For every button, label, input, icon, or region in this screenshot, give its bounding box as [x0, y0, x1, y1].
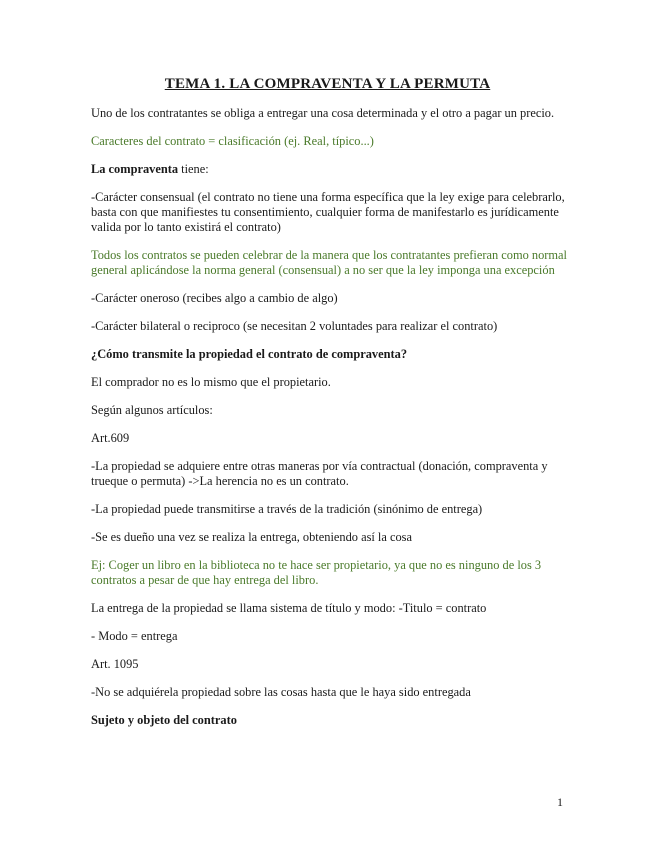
paragraph-dueno: -Se es dueño una vez se realiza la entrega, obteniendo así la cosa — [91, 530, 412, 544]
document-body — [91, 106, 571, 741]
paragraph-tradicion: -La propiedad puede transmitirse a través de la tradición (sinónimo de entrega) — [91, 502, 483, 516]
document-title: TEMA 1. LA COMPRAVENTA Y LA PERMUTA — [164, 76, 491, 92]
paragraph-entregada: -No se adquiérela propiedad sobre las cosas hasta que le haya sido entregada — [91, 685, 471, 699]
article-1095: Art. 1095 — [91, 657, 139, 671]
paragraph-oneroso: -Carácter oneroso (recibes algo a cambio de algo) — [91, 291, 338, 305]
paragraph-titulo-modo: La entrega de la propiedad se llama sistema de título y modo: -Titulo = contrato — [91, 601, 487, 615]
note-characters: Caracteres del contrato = clasificación (ej. Real, típico...) — [91, 134, 374, 148]
bold-term: La compraventa — [91, 162, 179, 176]
note-general-rule: Todos los contratos se pueden celebrar de la manera que los contratantes prefieran como normal general aplicándose la norma general (consensual) a no ser que la ley imponga una excepción — [91, 248, 567, 277]
note-example-biblioteca: Ej: Coger un libro en la biblioteca no te hace ser propietario, ya que no es ninguno de los 3 contratos a pesar de que hay entrega del libro. — [91, 558, 542, 587]
paragraph-comprador: El comprador no es lo mismo que el propietario. — [91, 375, 331, 389]
paragraph-modo: - Modo = entrega — [91, 629, 178, 643]
heading-transmision: ¿Cómo transmite la propiedad el contrato de compraventa? — [91, 347, 408, 361]
paragraph-adquisicion: -La propiedad se adquiere entre otras maneras por vía contractual (donación, compraventa y trueque o permuta) ->La herencia no es un contrato. — [91, 459, 548, 488]
paragraph-compraventa-tiene — [91, 162, 571, 177]
page-number: 1 — [557, 795, 563, 809]
article-609: Art.609 — [91, 431, 130, 445]
paragraph-bilateral: -Carácter bilateral o reciproco (se necesitan 2 voluntades para realizar el contrato) — [91, 319, 498, 333]
paragraph-consensual: -Carácter consensual (el contrato no tiene una forma específica que la ley exige para celebrarlo, basta con que manifiestes tu consentimiento, cualquier forma de manifestarlo es jurídicamente valida por lo tanto existirá el contrato) — [91, 190, 565, 234]
paragraph-text: tiene: — [178, 162, 209, 176]
paragraph-articulos: Según algunos artículos: — [91, 403, 213, 417]
paragraph-definition: Uno de los contratantes se obliga a entregar una cosa determinada y el otro a pagar un precio. — [91, 106, 555, 120]
heading-sujeto-objeto: Sujeto y objeto del contrato — [91, 713, 237, 727]
